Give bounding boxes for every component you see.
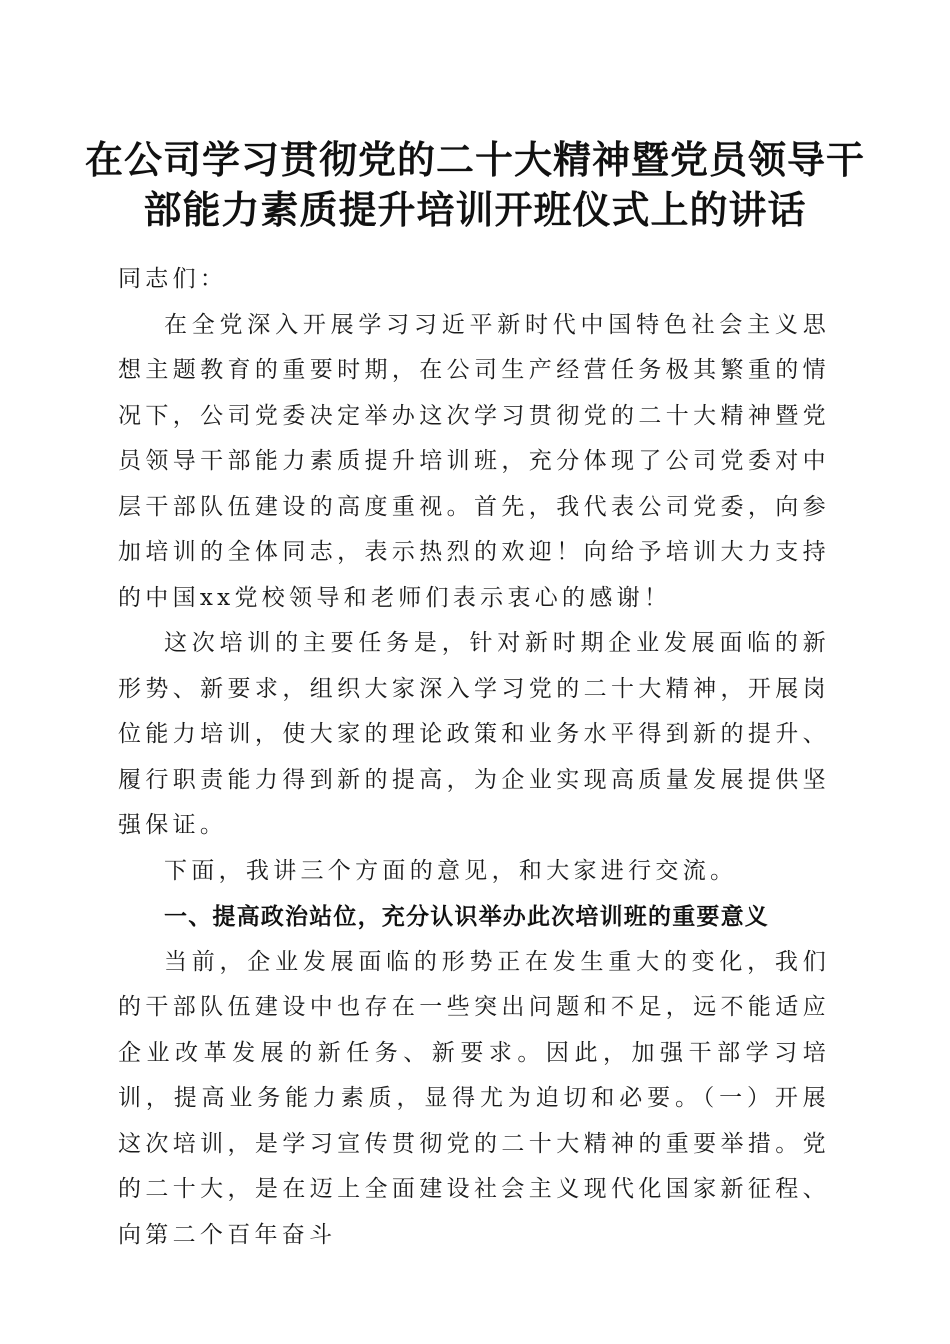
section-heading-1: 一、提高政治站位，充分认识举办此次培训班的重要意义: [164, 903, 769, 930]
title-line-1: 在公司学习贯彻党的二十大精神暨党员领导干: [84, 137, 865, 182]
document-title: [80, 135, 870, 235]
section-1-paragraph: 当前，企业发展面临的形势正在发生重大的变化，我们的干部队伍建设中也存在一些突出问题和不足，远不能适应企业改革发展的新任务、新要求。因此，加强干部学习培训，提高业务能力素质，显得尤为迫切和必要。（一）开展这次培训，是学习宣传贯彻党的二十大精神的重要举措。党的二十大，是在迈上全面建设社会主义现代化国家新征程、向第二个百年奋斗: [118, 948, 830, 1248]
paragraph-opening: 在全党深入开展学习习近平新时代中国特色社会主义思想主题教育的重要时期，在公司生产经营任务极其繁重的情况下，公司党委决定举办这次学习贯彻党的二十大精神暨党员领导干部能力素质提升培训班，充分体现了公司党委对中层干部队伍建设的高度重视。首先，我代表公司党委，向参加培训的全体同志，表示热烈的欢迎！向给予培训大力支持的中国xx党校领导和老师们表示衷心的感谢！: [118, 311, 830, 611]
document-body: [118, 257, 830, 1258]
title-line-2: 部能力素质提升培训开班仪式上的讲话: [143, 187, 807, 232]
paragraph-transition: 下面，我讲三个方面的意见，和大家进行交流。: [164, 857, 738, 884]
salutation: 同志们：: [118, 266, 228, 292]
paragraph-task: 这次培训的主要任务是，针对新时期企业发展面临的新形势、新要求，组织大家深入学习党的二十大精神，开展岗位能力培训，使大家的理论政策和业务水平得到新的提升、履行职责能力得到新的提高，为企业实现高质量发展提供坚强保证。: [118, 630, 830, 838]
